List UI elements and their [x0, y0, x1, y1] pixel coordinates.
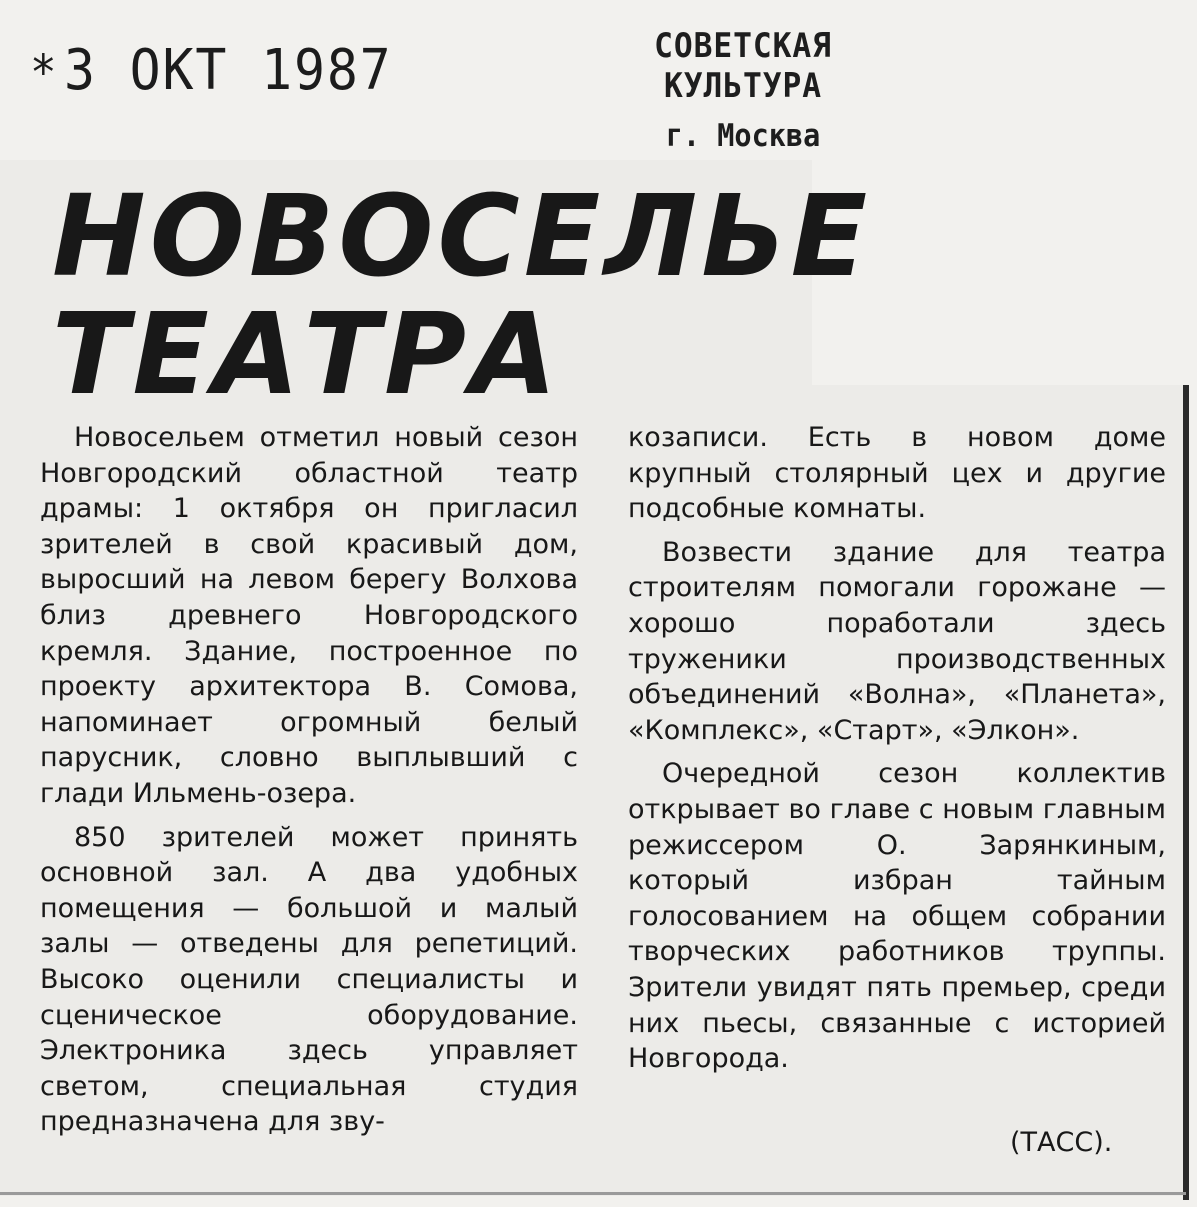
article-column-right [628, 420, 1166, 1085]
article-paragraph: Новосельем отметил новый сезон Новгородский областной театр драмы: 1 октября он пригласил зрителей в свой красивый дом, выросший на левом берегу Волхова близ древнего Новгородского кремля. Здание, построенное по проекту архитектора В. Сомова, напоминает огромный белый парусник, словно выплывший с глади Ильмень-озера. [40, 422, 578, 809]
date-stamp [30, 38, 393, 103]
date-stamp-text: 3 ОКТ 1987 [63, 38, 393, 103]
article-column-left [40, 420, 578, 1148]
clipping-bottom-edge [0, 1192, 1186, 1195]
article-signature: (ТАСС). [1010, 1127, 1113, 1158]
article-paragraph: Очередной сезон коллектив открывает во главе с новым главным режиссером О. Зарянкиным, который избран тайным голосованием на общем собрании творческих работников труппы. Зрители увидят пять премьер, среди них пьесы, связанные с историей Новгорода. [628, 758, 1166, 1075]
city-name: г. Москва [665, 118, 821, 154]
article-headline [52, 172, 872, 420]
article-paragraph: козаписи. Есть в новом доме крупный столярный цех и другие подсобные комнаты. [628, 422, 1166, 525]
clipping-right-edge [1183, 385, 1189, 1200]
newspaper-name: СОВЕТСКАЯ КУЛЬТУРА [654, 26, 832, 106]
article-paragraph: 850 зрителей может принять основной зал. А два удобных помещения — большой и малый залы — отведены для репетиций. Высоко оценили специалисты и сценическое оборудование. Электроника здесь управляет светом, специальная студия предназначена для зву- [40, 821, 578, 1138]
article-paragraph: Возвести здание для театра строителям помогали горожане — хорошо поработали здесь труженики производственных объединений «Волна», «Планета», «Комплекс», «Старт», «Элкон». [628, 536, 1166, 746]
source-stamp [553, 26, 933, 154]
headline-line-2: ТЕАТРА [52, 290, 561, 420]
headline-line-1: НОВОСЕЛЬЕ [52, 172, 872, 302]
star-icon: * [30, 45, 59, 101]
